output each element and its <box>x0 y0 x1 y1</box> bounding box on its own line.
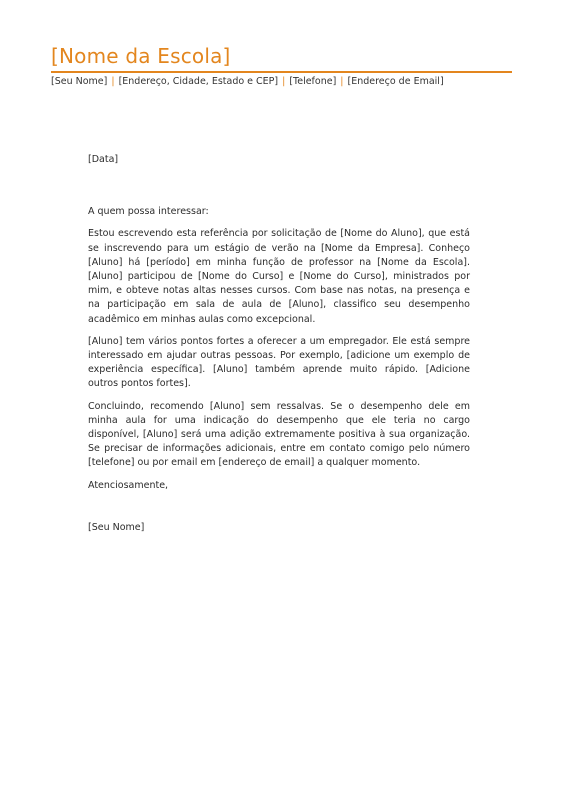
letter-paragraph: Concluindo, recomendo [Aluno] sem ressalvas. Se o desempenho dele em minha aula for uma indicação do desempenho que ele teria no cargo disponível, [Aluno] será uma adição extremamente positiva à sua organização. Se precisar de informações adicionais, entre em contato comigo pelo número [telefone] ou por email em [endereço de email] a qualquer momento. <box>88 400 470 469</box>
contact-separator: | <box>111 76 115 87</box>
contact-name: [Seu Nome] <box>51 76 108 87</box>
header-divider <box>51 71 512 73</box>
letter-paragraph: [Aluno] tem vários pontos fortes a oferecer a um empregador. Ele está sempre interessado em ajudar outras pessoas. Por exemplo, [adicione um exemplo de experiência específica]. [Aluno] também aprende muito rápido. [Adicione outros pontos fortes]. <box>88 335 470 390</box>
letter-signature: [Seu Nome] <box>88 521 145 533</box>
letter-body <box>88 153 470 535</box>
letter-greeting: A quem possa interessar: <box>88 206 209 218</box>
letter-closing: Atenciosamente, <box>88 479 169 491</box>
letter-date: [Data] <box>88 154 119 165</box>
contact-email: [Endereço de Email] <box>347 76 444 87</box>
contact-separator: | <box>340 76 344 87</box>
school-name: [Nome da Escola] <box>51 44 231 68</box>
contact-phone: [Telefone] <box>289 76 337 87</box>
letter-paragraph: Estou escrevendo esta referência por solicitação de [Nome do Aluno], que está se inscrevendo para um estágio de verão na [Nome da Empresa]. Conheço [Aluno] há [período] em minha função de professor na [Nome da Escola]. [Aluno] participou de [Nome do Curso] e [Nome do Curso], ministrados por mim, e obteve notas altas nesses cursos. Com base nas notas, na presença e na participação em sala de aula de [Aluno], classifico seu desempenho acadêmico em minhas aulas como excepcional. <box>88 228 470 325</box>
contact-address: [Endereço, Cidade, Estado e CEP] <box>118 76 279 87</box>
contact-separator: | <box>282 76 286 87</box>
letterhead <box>51 44 512 89</box>
contact-line <box>51 75 512 89</box>
